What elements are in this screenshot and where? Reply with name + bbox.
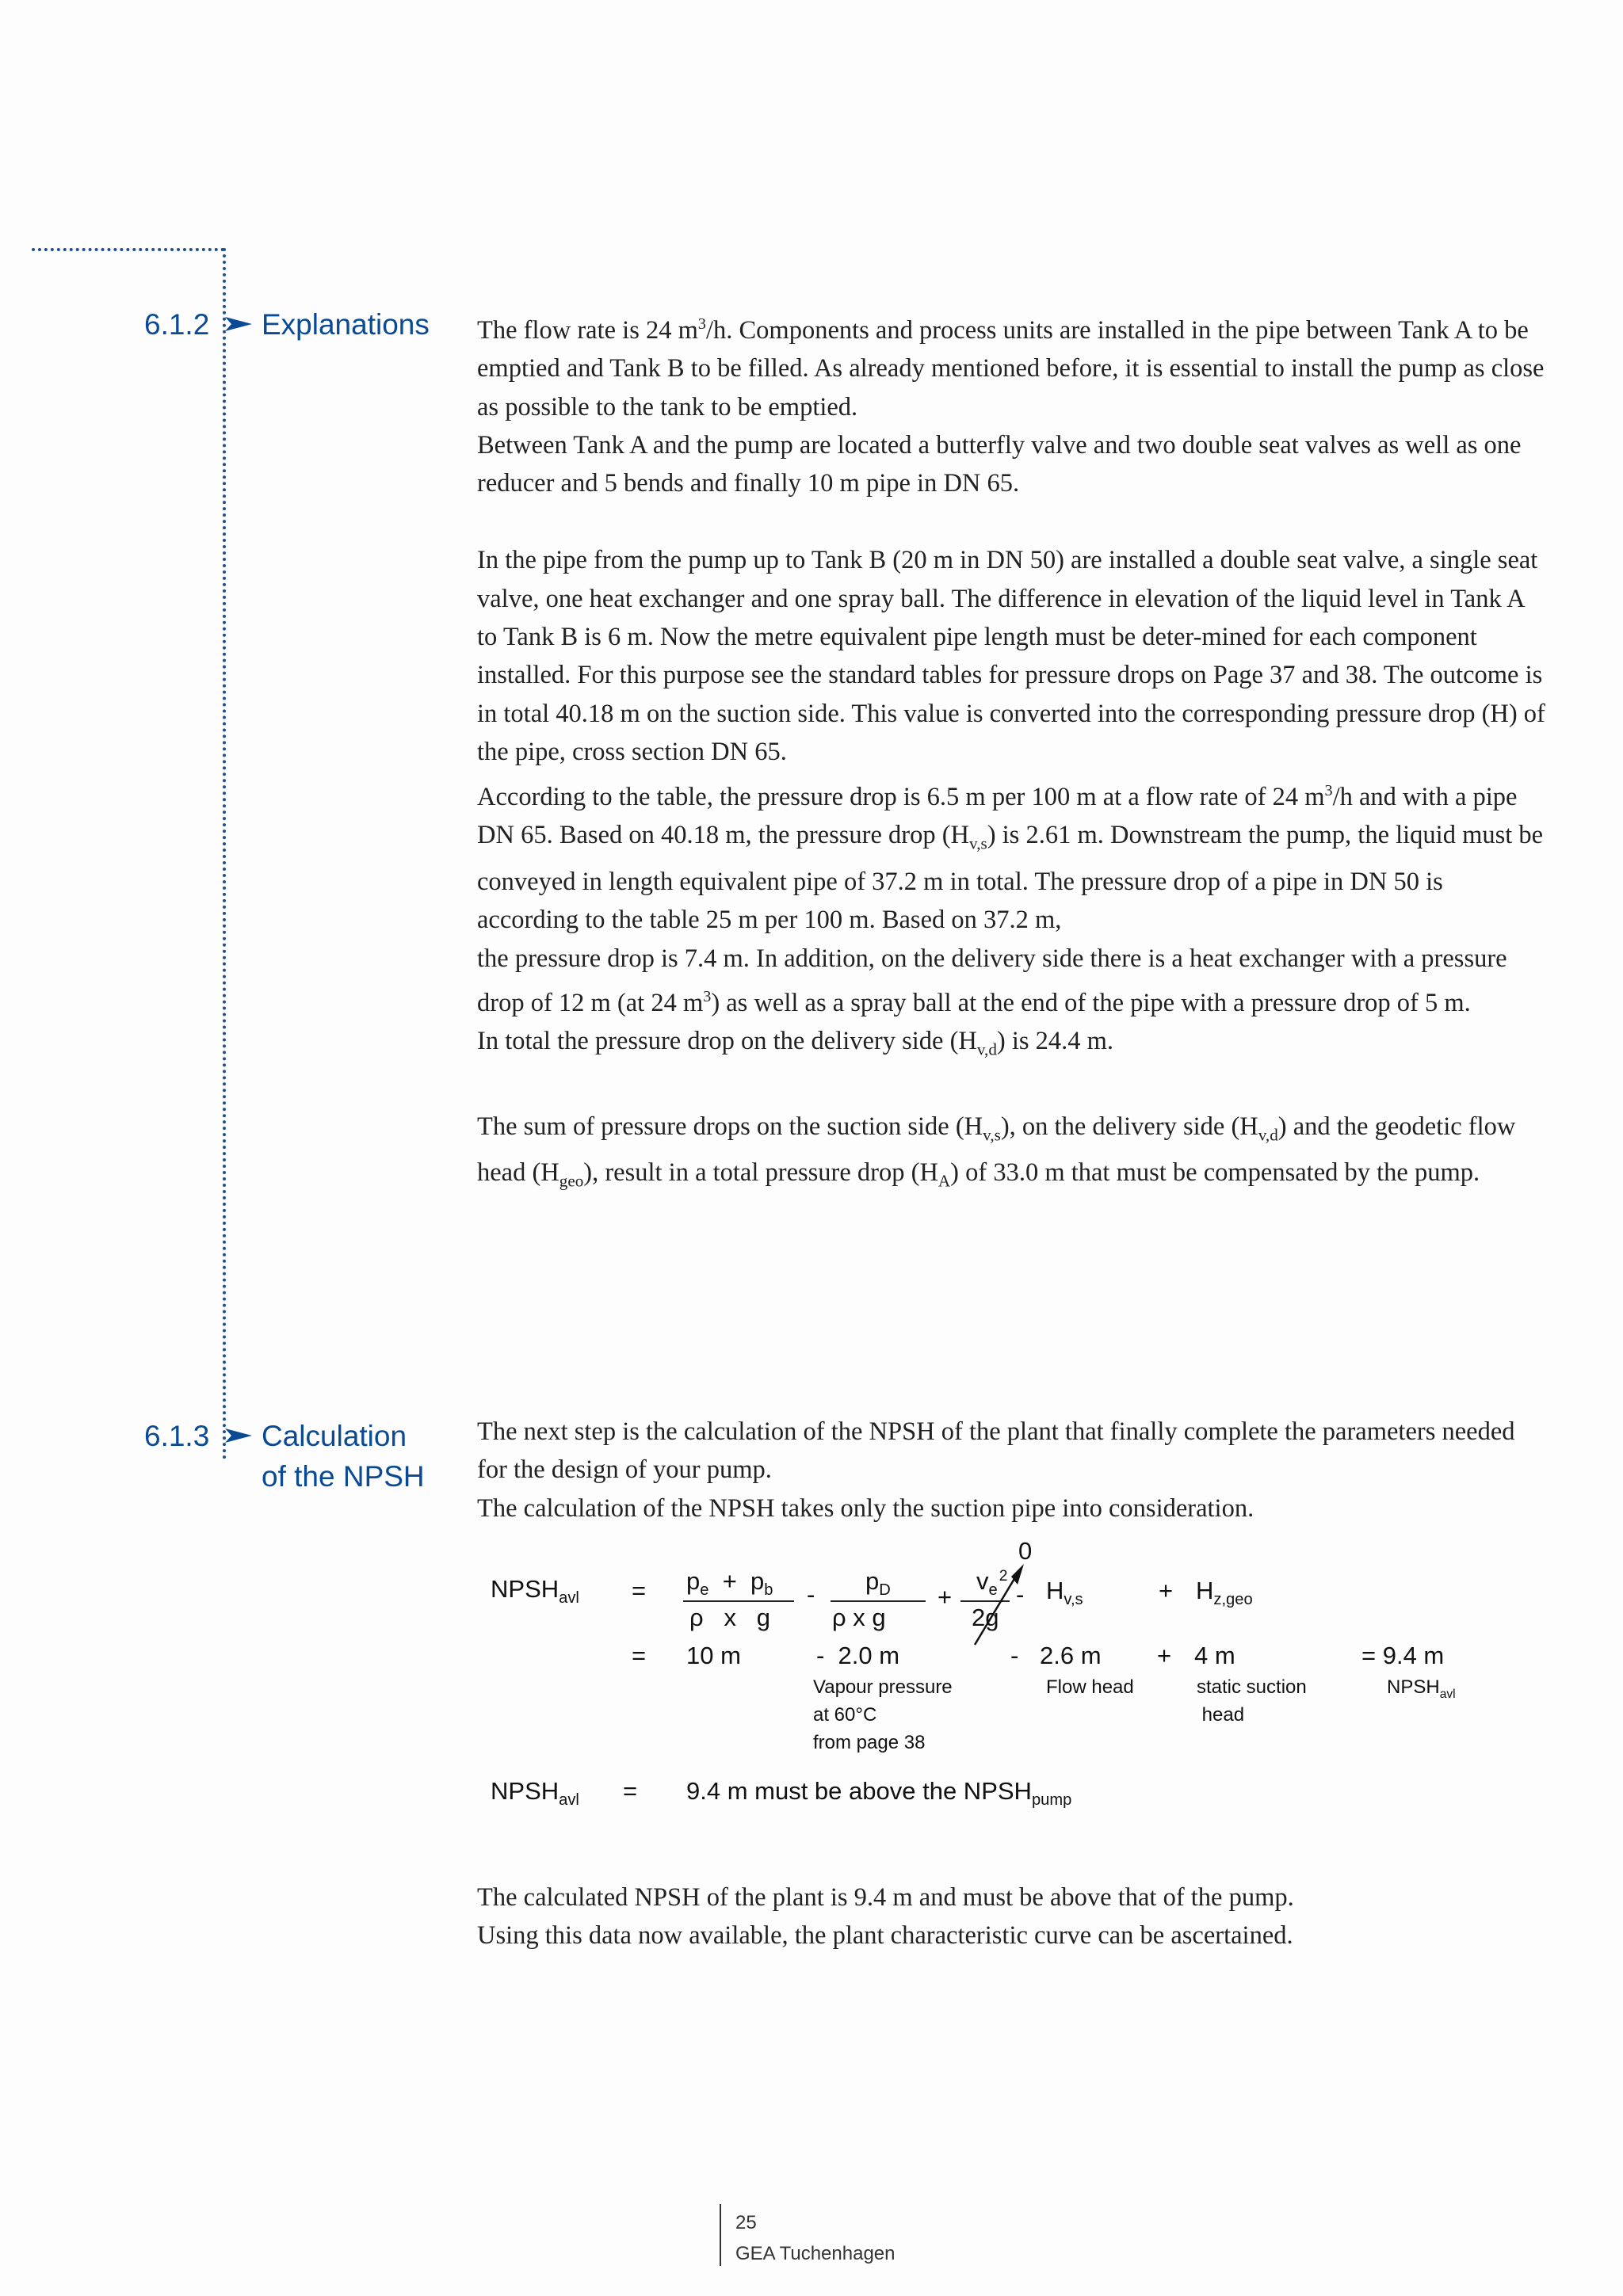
section-612-body	[477, 305, 1547, 1200]
section-title-612: Explanations	[262, 308, 430, 341]
paragraph: The calculation of the NPSH takes only the suction pipe into consideration.	[477, 1493, 1254, 1523]
formula-term3-numerator: $v_e^2$	[976, 1567, 1008, 1600]
value-vapour-pressure: - 2.0 m	[816, 1642, 900, 1669]
section-613-body	[477, 1413, 1547, 1527]
conclusion-equals: =	[623, 1777, 638, 1805]
formula-term2-numerator: $p_D$	[865, 1567, 891, 1600]
formula-term3-zero: 0	[1018, 1537, 1033, 1565]
section-number-613: 6.1.3	[144, 1420, 210, 1452]
section-title-613-line2: of the NPSH	[262, 1460, 425, 1493]
conclusion-text: 9.4 m must be above the $NPSH_{pump}$	[686, 1777, 1072, 1810]
formula-term1-denominator: ρ x g	[689, 1604, 771, 1631]
value-result: = 9.4 m	[1361, 1642, 1445, 1669]
note-result: $NPSH_{avl}$	[1387, 1676, 1456, 1701]
paragraph: The sum of pressure drops on the suction side $(H_{v,s})$, on the delivery side $(H_{v,d})$ and the geodetic flow head $(H_{geo})$, result in a total pressure drop $(H_A)$ of 33.0 m that must be compensated by the pump.	[477, 1112, 1516, 1191]
closing-line-1: The calculated NPSH of the plant is 9.4 m and must be above that of the pump.	[477, 1883, 1294, 1912]
paragraph: In the pipe from the pump up to Tank B (20 m in DN 50) are installed a double seat valve, a single seat valve, one heat exchanger and one spray ball. The difference in elevation of the liquid level in Tank A to Tank B is 6 m. Now the metre equivalent pipe length must be deter-mined for each component installed. For this purpose see the standard tables for pressure drops on Page 37 and 38. The outcome is in total 40.18 m on the suction side. This value is converted into the corresponding pressure drop (H) of the pipe, cross section DN 65.	[477, 546, 1545, 767]
paragraph: the pressure drop is 7.4 m. In addition, on the delivery side there is a heat exchanger with a pressure drop of 12 m (at 24 $m^3$) as well as a spray ball at the end of the pipe with a pressure drop of 5 m.	[477, 944, 1507, 1017]
note-vapour-pressure-1: Vapour pressure	[813, 1676, 953, 1698]
note-vapour-pressure-2: at 60°C	[813, 1704, 877, 1726]
formula-equals: =	[632, 1577, 647, 1604]
values-minus: -	[1010, 1642, 1019, 1669]
section-title-613-line1: Calculation	[262, 1420, 407, 1452]
value-static-suction: 4 m	[1194, 1642, 1235, 1669]
formula-term5: $H_{z,geo}$	[1196, 1577, 1253, 1609]
paragraph: Between Tank A and the pump are located a butterfly valve and two double seat valves as well as one reducer and 5 bends and finally 10 m pipe in DN 65.	[477, 431, 1522, 498]
formula-minus: -	[807, 1581, 815, 1608]
dotted-frame-left	[223, 248, 226, 1460]
values-plus: +	[1157, 1642, 1172, 1669]
paragraph: The next step is the calculation of the NPSH of the plant that finally complete the parameters needed for the design of your pump.	[477, 1417, 1515, 1485]
paragraph: According to the table, the pressure drop is 6.5 m per 100 m at a flow rate of 24 $m^3/h$ and with a pipe DN 65. Based on 40.18 m, the pressure drop $(H_{v,s})$ is 2.61 m. Downstream the pump, the liquid must be conveyed in length equivalent pipe of 37.2 m in total. The pressure drop of a pipe in DN 50 is according to the table 25 m per 100 m. Based on 37.2 m,	[477, 781, 1544, 935]
conclusion-lhs: $NPSH_{avl}$	[491, 1777, 579, 1810]
formula-term3-denominator: 2g	[972, 1604, 999, 1631]
footer-divider	[720, 2204, 721, 2266]
paragraph-gap	[477, 503, 1547, 541]
footer-company: GEA Tuchenhagen	[735, 2243, 896, 2264]
closing-paragraph	[477, 1878, 1547, 1955]
note-static-suction-1: static suction	[1197, 1676, 1307, 1698]
paragraph: In total the pressure drop on the delivery side $(H_{v,d})$ is 24.4 m.	[477, 1027, 1114, 1059]
formula-term4: $H_{v,s}$	[1046, 1577, 1083, 1609]
formula-lhs: $NPSH_{avl}$	[491, 1575, 579, 1608]
formula-plus: +	[938, 1583, 953, 1611]
values-equals: =	[632, 1642, 647, 1669]
formula-term2-fraction-bar	[831, 1600, 926, 1602]
note-flow-head: Flow head	[1046, 1676, 1134, 1698]
note-static-suction-2: head	[1197, 1704, 1245, 1726]
value-flow-head: 2.6 m	[1040, 1642, 1102, 1669]
note-vapour-pressure-3: from page 38	[813, 1732, 926, 1753]
section-arrow-icon	[225, 315, 252, 333]
dotted-frame-top	[32, 248, 224, 251]
section-number-612: 6.1.2	[144, 308, 210, 341]
formula-term2-denominator: ρ x g	[832, 1604, 886, 1631]
formula-term1-numerator: $p_e + p_b$	[686, 1567, 773, 1600]
page-number: 25	[735, 2212, 757, 2233]
value-pressure: 10 m	[686, 1642, 741, 1669]
formula-term1-fraction-bar	[683, 1600, 794, 1602]
formula-minus-2: -	[1016, 1581, 1025, 1608]
section-arrow-icon	[225, 1427, 252, 1444]
paragraph: The flow rate is 24 $m^3/h$. Components and process units are installed in the pipe between Tank A to be emptied and Tank B to be filled. As already mentioned before, it is essential to install the pump as close as possible to the tank to be emptied.	[477, 315, 1545, 421]
closing-line-2: Using this data now available, the plant characteristic curve can be ascertained.	[477, 1921, 1293, 1951]
formula-plus-2: +	[1159, 1577, 1174, 1604]
paragraph-gap	[477, 1069, 1547, 1107]
